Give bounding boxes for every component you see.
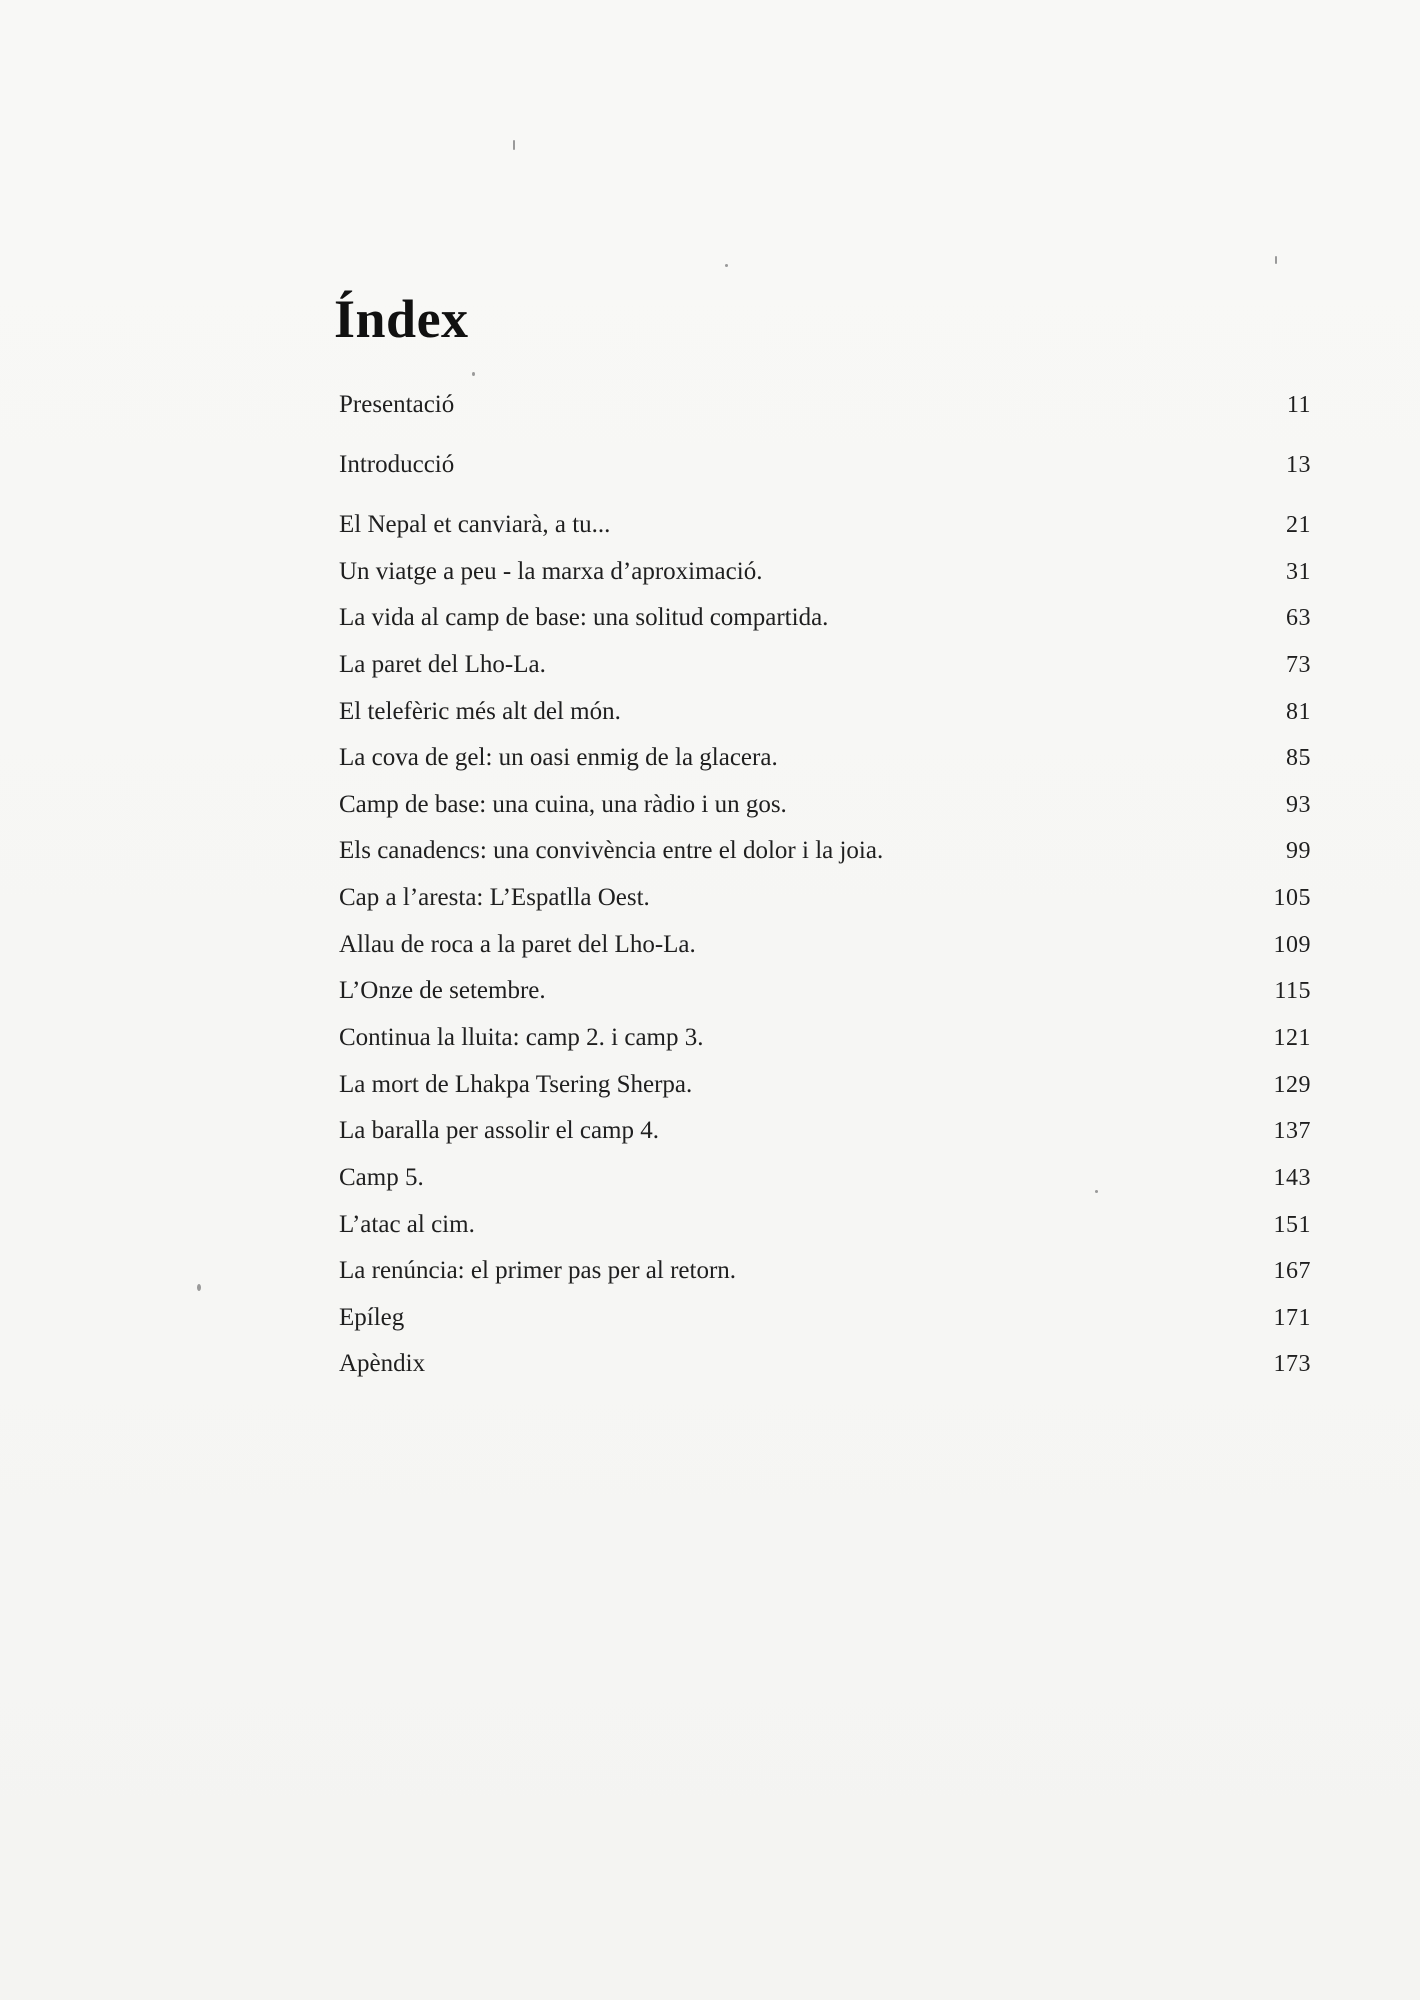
toc-entry-title: Continua la lluita: camp 2. i camp 3. [339,1024,704,1051]
toc-entry-title: Els canadencs: una convivència entre el dolor i la joia. [339,837,884,864]
page-title: Índex [334,289,469,349]
toc-entry [339,552,1311,592]
toc-entry-page-number: 11 [1286,392,1311,418]
toc-entry-title: Presentació [339,391,455,418]
toc-entry [339,1065,1311,1105]
toc-entry-title: Introducció [339,451,455,478]
paper-speck [513,140,515,150]
toc-entry-title: Epíleg [339,1304,405,1331]
toc-entry [339,785,1311,825]
toc-entry [339,445,1311,485]
toc-entry [339,505,1311,545]
toc-entry-title: Camp de base: una cuina, una ràdio i un gos. [339,791,787,818]
toc-entry-title: La baralla per assolir el camp 4. [339,1117,659,1144]
toc-entry-page-number: 115 [1274,978,1311,1004]
toc-entry-page-number: 85 [1286,745,1311,771]
toc-entry-title: Apèndix [339,1350,426,1377]
toc-entry [339,385,1311,425]
toc-entry-page-number: 171 [1273,1305,1311,1331]
toc-entry-page-number: 129 [1273,1072,1311,1098]
toc-entry-page-number: 21 [1286,512,1311,538]
toc-entry-page-number: 151 [1273,1212,1311,1238]
toc-entry-page-number: 63 [1286,605,1311,631]
toc-entry-title: El Nepal et canviarà, a tu... [339,511,611,538]
toc-entry-title: La paret del Lho-La. [339,651,546,678]
toc-entry [339,1251,1311,1291]
toc-entry-title: L’Onze de setembre. [339,977,546,1004]
toc-entry [339,1205,1311,1245]
toc-entry [339,738,1311,778]
toc-entry-page-number: 73 [1286,652,1311,678]
toc-entry [339,598,1311,638]
toc-entry-page-number: 173 [1273,1351,1311,1377]
toc-entry [339,645,1311,685]
toc-entry-title: La vida al camp de base: una solitud compartida. [339,604,829,631]
toc-entry [339,1344,1311,1384]
toc-entry-title: L’atac al cim. [339,1211,475,1238]
toc-entry-page-number: 121 [1273,1025,1311,1051]
toc-entry-title: Un viatge a peu - la marxa d’aproximació. [339,558,763,585]
toc-entry-title: La cova de gel: un oasi enmig de la glacera. [339,744,778,771]
paper-speck [725,264,728,267]
toc-entry-title: Camp 5. [339,1164,424,1191]
toc-entry-page-number: 93 [1286,792,1311,818]
toc-entry-page-number: 13 [1286,452,1311,478]
toc-entry [339,878,1311,918]
toc-entry-title: La mort de Lhakpa Tsering Sherpa. [339,1071,693,1098]
toc-entry-page-number: 99 [1286,838,1311,864]
toc-entry-title: La renúncia: el primer pas per al retorn. [339,1257,737,1284]
toc-entry-page-number: 167 [1273,1258,1311,1284]
toc-entry [339,925,1311,965]
toc-entry-page-number: 31 [1286,559,1311,585]
toc-entry-page-number: 109 [1273,932,1311,958]
toc-entry-title: El telefèric més alt del món. [339,698,621,725]
toc-entry [339,1018,1311,1058]
toc-entry [339,1158,1311,1198]
paper-speck [1095,1190,1098,1193]
paper-speck [472,372,475,376]
paper-speck [197,1284,201,1291]
toc-entry-title: Allau de roca a la paret del Lho-La. [339,931,696,958]
toc-entry-page-number: 105 [1273,885,1311,911]
toc-entry [339,692,1311,732]
toc-entry-page-number: 81 [1286,699,1311,725]
toc-entry-page-number: 137 [1273,1118,1311,1144]
toc-entry [339,971,1311,1011]
toc-entry-page-number: 143 [1273,1165,1311,1191]
paper-speck [1275,256,1277,264]
toc-entry [339,831,1311,871]
toc-entry-title: Cap a l’aresta: L’Espatlla Oest. [339,884,650,911]
toc-entry [339,1111,1311,1151]
toc-entry [339,1298,1311,1338]
